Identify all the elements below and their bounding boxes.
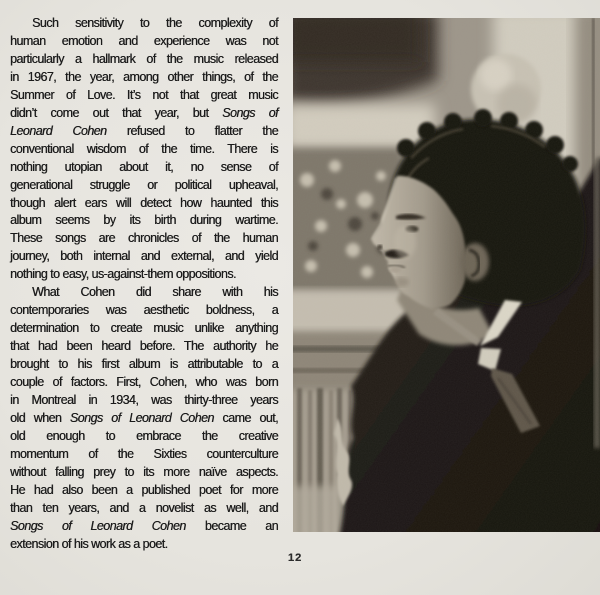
text-line: couple of factors. First, Cohen, who was born [10, 375, 278, 390]
text-line: momentum of the Sixties counterculture [10, 446, 278, 461]
text-line: nothing utopian about it, no sense of [10, 159, 278, 174]
text-line: These songs are chronicles of the human [10, 231, 278, 246]
text-line: didn’t come out that year, but Songs of [10, 105, 278, 120]
text-line: brought to his first album is attributable to a [10, 357, 278, 372]
liner-notes-text [10, 15, 278, 554]
text-line: though alert ears will detect how haunted this [10, 195, 278, 210]
text-line: old when Songs of Leonard Cohen came out, [10, 410, 278, 425]
text-line: contemporaries was aesthetic boldness, a [10, 303, 278, 318]
text-line: without falling prey to its more naïve aspects. [10, 464, 278, 479]
text-line: journey, both internal and external, and yield [10, 249, 278, 264]
text-line: album seems by its birth during wartime. [10, 213, 278, 228]
text-line: Songs of Leonard Cohen became an [10, 518, 278, 533]
text-line: in Montreal in 1934, was thirty-three years [10, 393, 278, 408]
text-line: extension of his work as a poet. [10, 536, 168, 551]
text-line: Such sensitivity to the complexity of [32, 16, 278, 30]
text-line: than ten years, and a novelist as well, and [10, 500, 278, 515]
text-line: that had been heard before. The authority he [10, 339, 278, 354]
film-grain-overlay [293, 18, 600, 532]
text-line: in 1967, the year, among other things, of the [10, 69, 278, 84]
text-line: nothing to easy, us-against-them oppositions. [10, 267, 236, 282]
text-line: He had also been a published poet for more [10, 482, 278, 497]
cohen-photo-illustration [293, 18, 600, 532]
leonard-cohen-photo [293, 18, 600, 532]
page-number: 12 [287, 552, 303, 564]
text-line: human emotion and experience was not [10, 33, 278, 48]
text-line: Summer of Love. It’s not that great music [10, 87, 278, 102]
text-line: determination to create music unlike anything [10, 321, 278, 336]
text-line: old enough to embrace the creative [10, 428, 278, 443]
text-line: conventional wisdom of the time. There is [10, 141, 278, 156]
text-line: particularly a hallmark of the music released [10, 51, 278, 66]
text-line: generational struggle or political upheaval, [10, 177, 278, 192]
text-line: Leonard Cohen refused to flatter the [10, 123, 278, 138]
text-line: What Cohen did share with his [32, 285, 278, 300]
